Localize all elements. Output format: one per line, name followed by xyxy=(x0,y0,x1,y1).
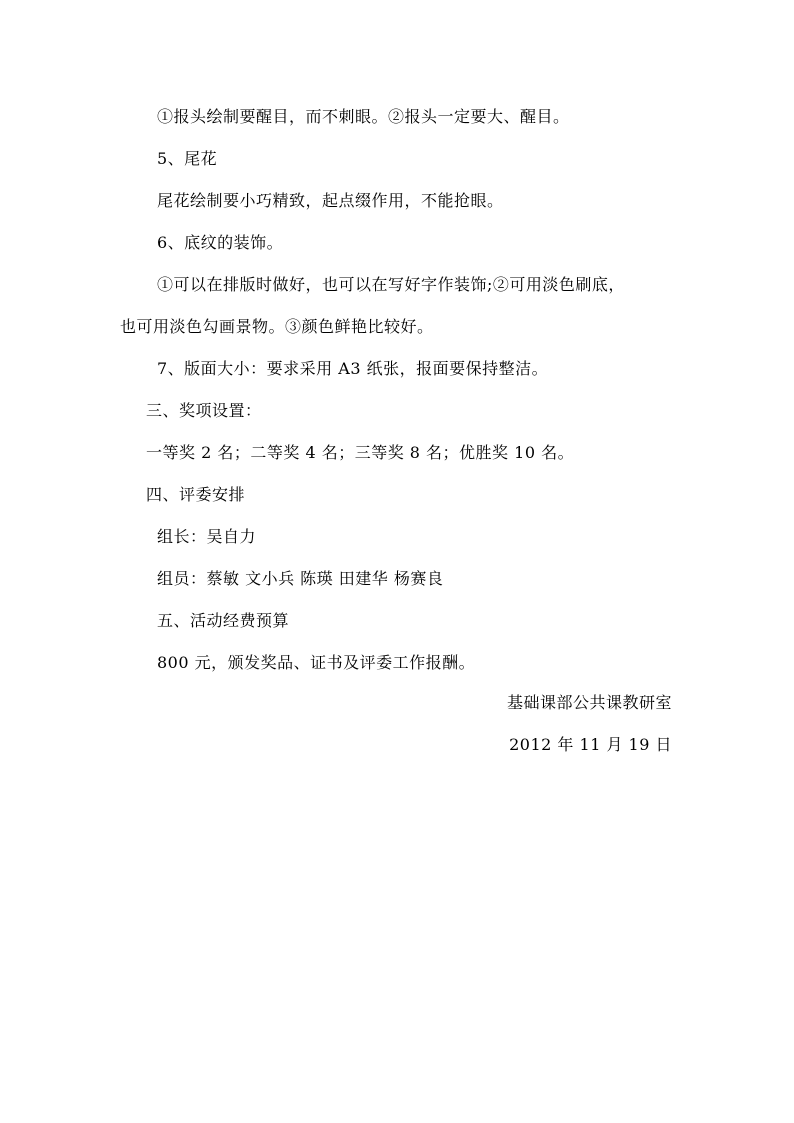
paragraph-layout-size: 7、版面大小：要求采用 A3 纸张，报面要保持整洁。 xyxy=(157,359,549,378)
heading-judges: 四、评委安排 xyxy=(146,485,246,504)
paragraph-group-members: 组员：蔡敏 文小兵 陈瑛 田建华 杨赛良 xyxy=(157,569,444,588)
heading-award-setup: 三、奖项设置： xyxy=(146,401,262,420)
heading-tail-flower: 5、尾花 xyxy=(157,149,218,168)
heading-background-decoration: 6、底纹的装饰。 xyxy=(157,233,284,252)
paragraph-award-list: 一等奖 2 名；二等奖 4 名；三等奖 8 名；优胜奖 10 名。 xyxy=(146,443,575,462)
paragraph-group-leader: 组长：吴自力 xyxy=(157,527,257,546)
paragraph-tail-flower: 尾花绘制要小巧精致，起点缀作用，不能抢眼。 xyxy=(157,191,504,210)
paragraph-background-decoration-2: 也可用淡色勾画景物。③颜色鲜艳比较好。 xyxy=(120,317,434,336)
paragraph-budget: 800 元，颁发奖品、证书及评委工作报酬。 xyxy=(157,653,476,672)
signature-date: 2012 年 11 月 19 日 xyxy=(509,735,672,754)
paragraph-background-decoration-1: ①可以在排版时做好，也可以在写好字作装饰;②可用淡色刷底， xyxy=(157,275,625,294)
signature-department: 基础课部公共课教研室 xyxy=(506,693,672,712)
paragraph-masthead-rule: ①报头绘制要醒目，而不刺眼。②报头一定要大、醒目。 xyxy=(157,107,570,126)
heading-budget: 五、活动经费预算 xyxy=(157,611,290,630)
